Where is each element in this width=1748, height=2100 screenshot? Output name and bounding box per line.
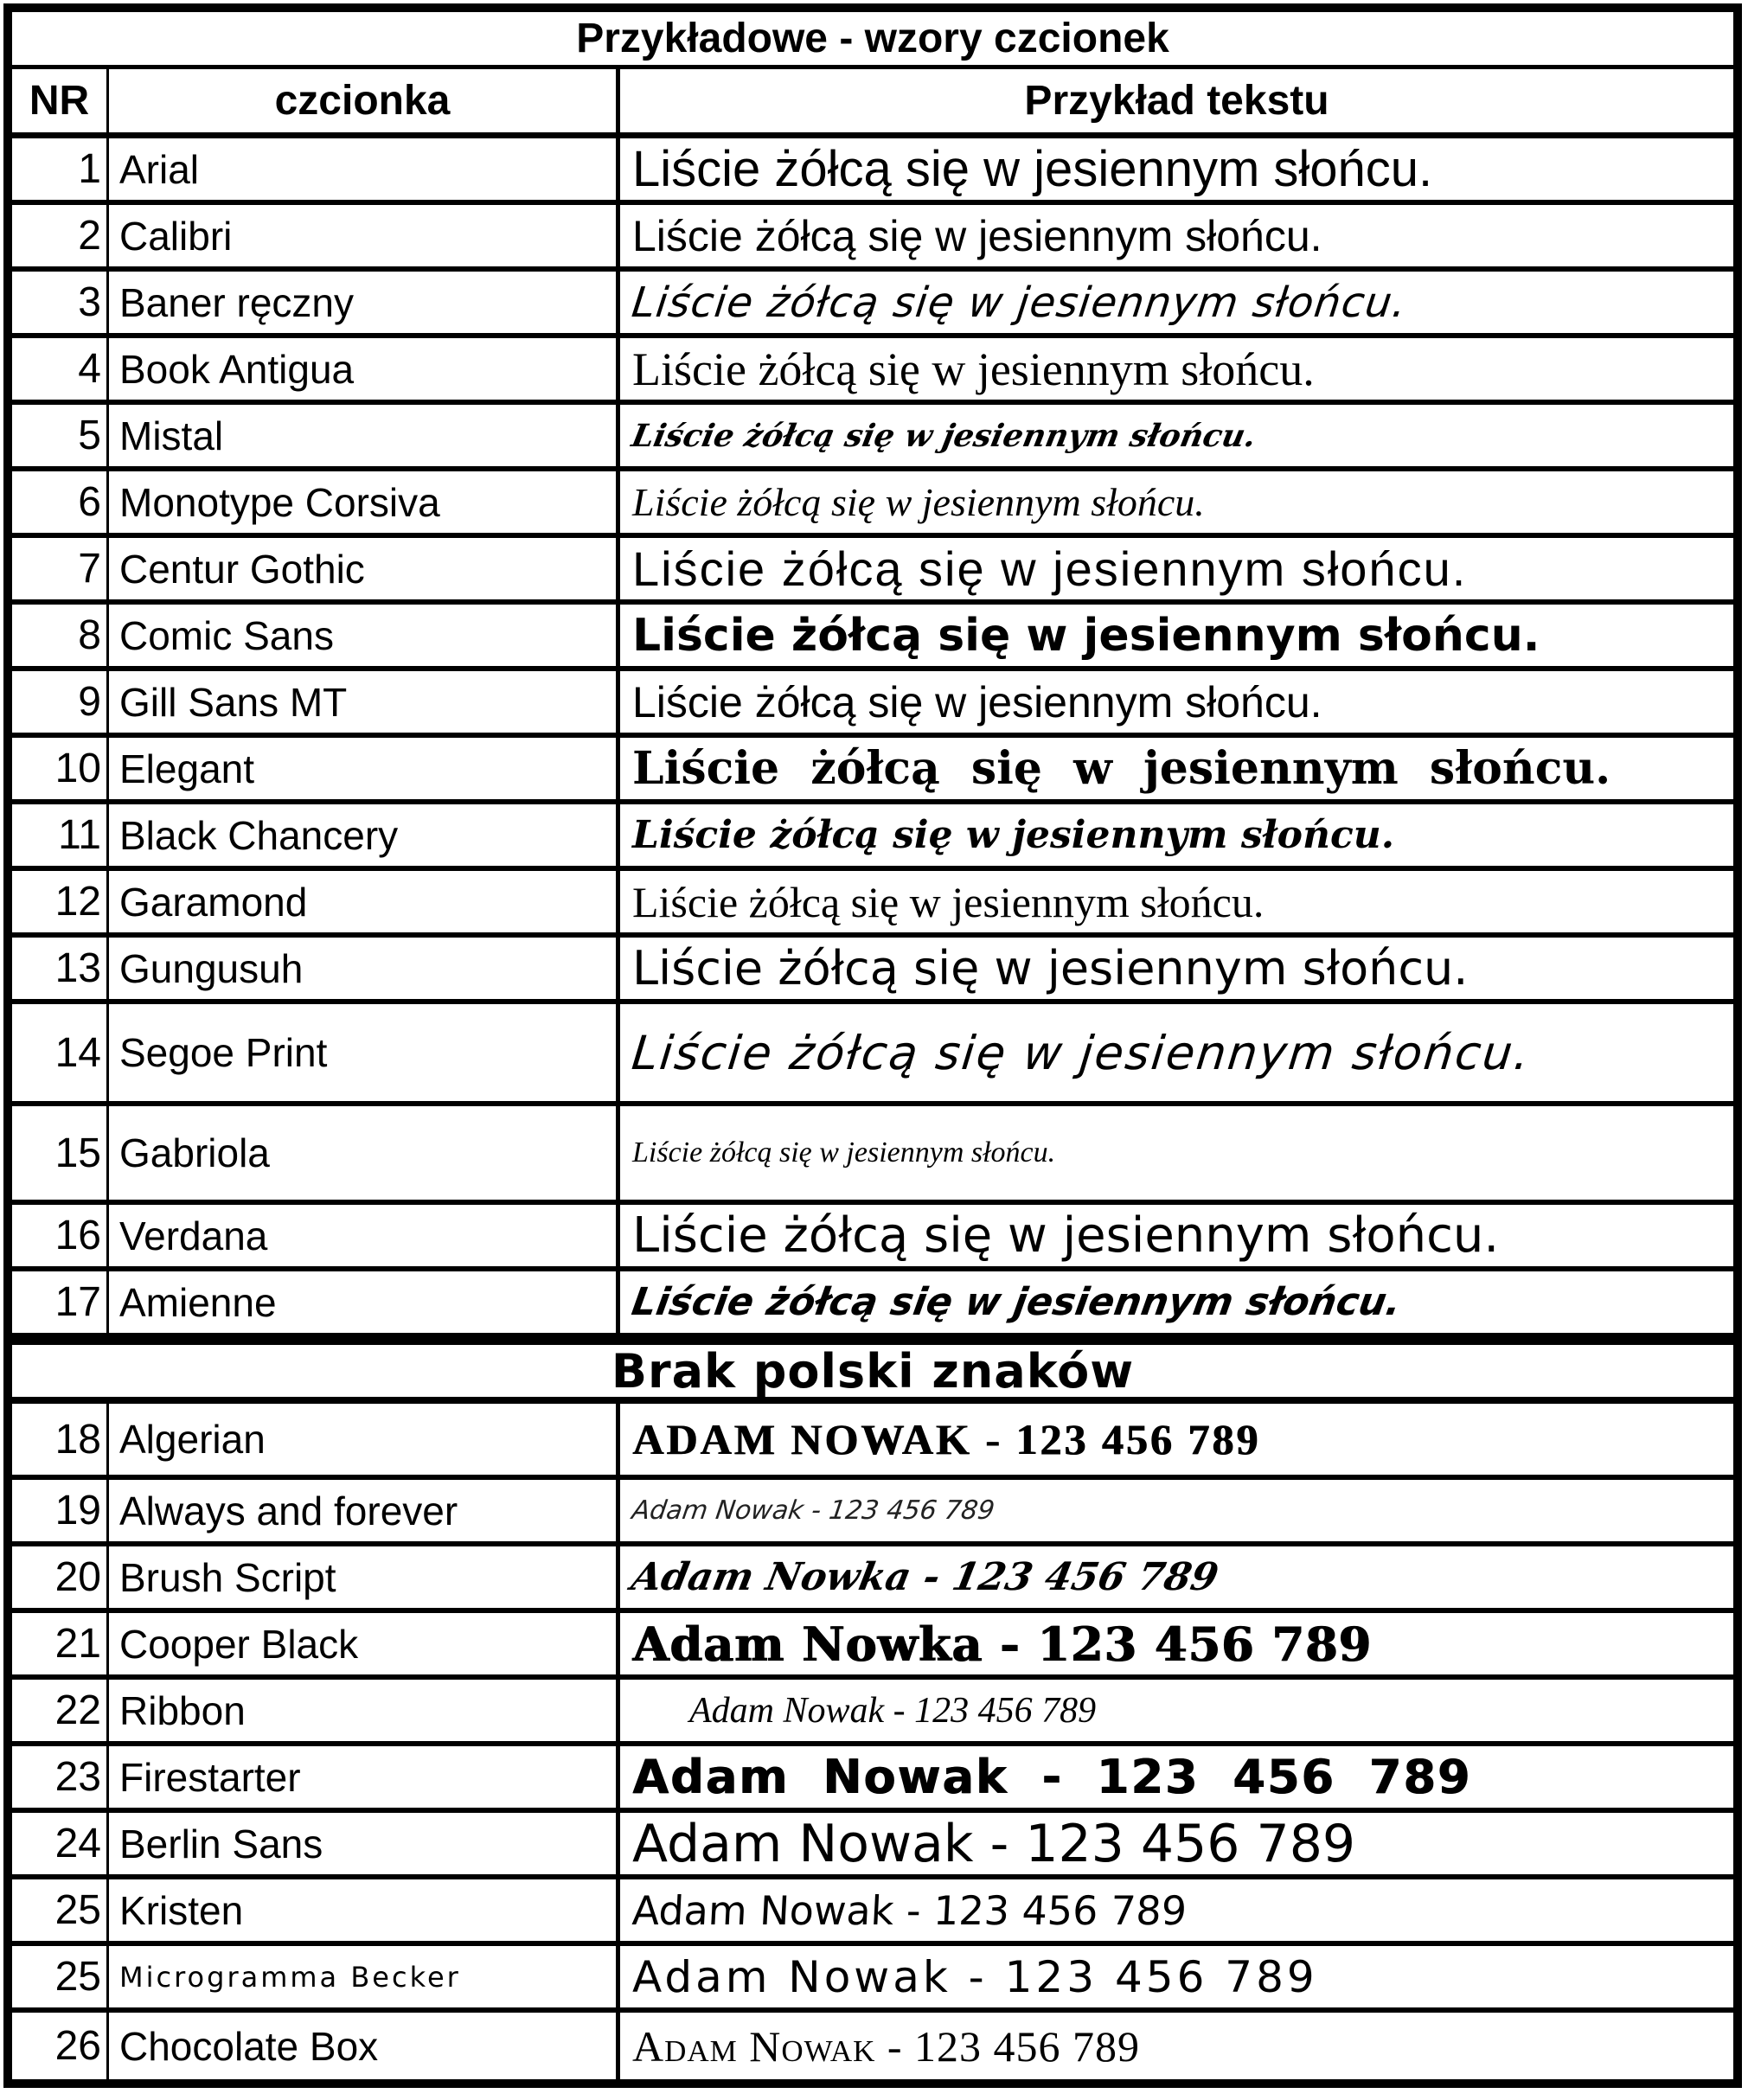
table-row xyxy=(12,471,1733,538)
row-number: 24 xyxy=(12,1813,109,1874)
font-sample: Liście żółcą się w jesiennym słońcu. xyxy=(632,343,1315,395)
font-name: Gabriola xyxy=(109,1106,620,1200)
font-name: Amienne xyxy=(109,1271,620,1333)
table-row xyxy=(12,338,1733,405)
font-sample: Liście żółcą się w jesiennym słońcu. xyxy=(628,1280,1405,1324)
font-sample: Adam Nowka - 123 456 789 xyxy=(632,1616,1372,1672)
table-row xyxy=(12,871,1733,938)
font-name: Kristen xyxy=(109,1879,620,1941)
row-number: 3 xyxy=(12,272,109,333)
font-sample: Liście żółcą się w jesiennym słońcu. xyxy=(632,541,1468,596)
font-sample: Liście żółcą się w jesiennym słońcu. xyxy=(632,1136,1056,1168)
font-name: Mistal xyxy=(109,405,620,466)
font-sample: Liście żółcą się w jesiennym słońcu. xyxy=(632,877,1265,926)
font-name: Book Antigua xyxy=(109,338,620,400)
table-row xyxy=(12,1546,1733,1613)
row-number: 6 xyxy=(12,471,109,533)
font-name: Centur Gothic xyxy=(109,538,620,599)
row-number: 18 xyxy=(12,1404,109,1475)
font-sample: Liście żółcą się w jesiennym słońcu. xyxy=(632,1207,1500,1264)
font-name: Garamond xyxy=(109,871,620,932)
row-number: 4 xyxy=(12,338,109,400)
font-sample: Adam Nowak - 123 456 789 xyxy=(630,1495,997,1526)
table-row xyxy=(12,1404,1733,1480)
font-sample: Adam Nowak - 123 456 789 xyxy=(632,1813,1356,1874)
font-name: Microgramma Becker xyxy=(109,1946,620,2007)
font-sample: Liście żółcą się w jesiennym słońcu. xyxy=(629,1025,1534,1080)
table-row xyxy=(12,1613,1733,1680)
font-name: Calibri xyxy=(109,205,620,266)
table-row xyxy=(12,2013,1733,2079)
table-row xyxy=(12,1271,1733,1338)
table-row xyxy=(12,1480,1733,1546)
row-number: 19 xyxy=(12,1480,109,1541)
row-number: 21 xyxy=(12,1613,109,1674)
row-number: 20 xyxy=(12,1546,109,1608)
font-name: Verdana xyxy=(109,1205,620,1266)
row-number: 9 xyxy=(12,671,109,733)
font-sample: Liście żółcą się w jesiennym słońcu. xyxy=(632,480,1205,524)
table-title: Przykładowe - wzory czcionek xyxy=(12,12,1733,69)
font-name: Baner ręczny xyxy=(109,272,620,333)
row-number: 12 xyxy=(12,871,109,932)
table-row xyxy=(12,1879,1733,1946)
font-sample: Liście żółcą się w jesiennym słońcu. xyxy=(632,609,1540,662)
font-sample: Adam Nowak - 123 456 789 xyxy=(632,1951,1318,2002)
table-row xyxy=(12,1106,1733,1205)
row-number: 26 xyxy=(12,2013,109,2079)
font-name: Elegant xyxy=(109,738,620,799)
font-specimen-table xyxy=(3,3,1742,2088)
row-number: 17 xyxy=(12,1271,109,1333)
table-row xyxy=(12,1813,1733,1879)
table-row xyxy=(12,1205,1733,1271)
header-font-name: czcionka xyxy=(109,69,620,132)
row-number: 7 xyxy=(12,538,109,599)
font-sample: ADAM NOWAK - 123 456 789 xyxy=(632,1415,1261,1463)
font-sample: Liście żółcą się w jesiennym słońcu. xyxy=(632,211,1322,260)
row-number: 13 xyxy=(12,938,109,999)
font-name: Arial xyxy=(109,138,620,200)
font-sample: Liście żółcą się w jesiennym słońcu. xyxy=(632,677,1322,727)
font-sample: Adam Nowak - 123 456 789 xyxy=(689,1690,1097,1731)
row-number: 2 xyxy=(12,205,109,266)
row-number: 1 xyxy=(12,138,109,200)
table-row xyxy=(12,938,1733,1004)
row-number: 10 xyxy=(12,738,109,799)
font-sample: Liście żółcą się w jesiennym słońcu. xyxy=(628,417,1259,454)
font-sample: Liście żółcą się w jesiennym słońcu. xyxy=(629,278,1410,327)
table-row xyxy=(12,738,1733,804)
table-row xyxy=(12,804,1733,871)
font-name: Chocolate Box xyxy=(109,2013,620,2079)
row-number: 5 xyxy=(12,405,109,466)
table-row xyxy=(12,538,1733,605)
font-name: Algerian xyxy=(109,1404,620,1475)
row-number: 25 xyxy=(12,1946,109,2007)
row-number: 23 xyxy=(12,1746,109,1808)
font-name: Black Chancery xyxy=(109,804,620,866)
font-name: Ribbon xyxy=(109,1680,620,1741)
font-name: Segoe Print xyxy=(109,1004,620,1101)
table-row xyxy=(12,138,1733,205)
row-number: 22 xyxy=(12,1680,109,1741)
font-name: Berlin Sans xyxy=(109,1813,620,1874)
font-sample: Adam Nowak - 123 456 789 xyxy=(632,2021,1141,2071)
font-name: Gungusuh xyxy=(109,938,620,999)
table-row xyxy=(12,272,1733,338)
font-sample: Liście żółcą się w jesiennym słońcu. xyxy=(632,141,1433,197)
table-header-row xyxy=(12,69,1733,138)
font-name: Comic Sans xyxy=(109,605,620,666)
row-number: 15 xyxy=(12,1106,109,1200)
font-sample: Liście żółcą się w jesiennym słońcu. xyxy=(632,742,1611,795)
table-row xyxy=(12,1680,1733,1746)
table-row xyxy=(12,1946,1733,2013)
row-number: 11 xyxy=(12,804,109,866)
font-name: Always and forever xyxy=(109,1480,620,1541)
table-row xyxy=(12,205,1733,272)
font-name: Monotype Corsiva xyxy=(109,471,620,533)
font-name: Gill Sans MT xyxy=(109,671,620,733)
font-sample: Adam Nowak - 123 456 789 xyxy=(632,1750,1472,1804)
table-row xyxy=(12,1004,1733,1106)
font-name: Brush Script xyxy=(109,1546,620,1608)
table-row xyxy=(12,605,1733,671)
font-sample: Adam Nowak - 123 456 789 xyxy=(631,1886,1188,1934)
header-nr: NR xyxy=(12,69,109,132)
section-header: Brak polski znaków xyxy=(12,1338,1733,1404)
font-sample: Liście żółcą się w jesiennym słońcu. xyxy=(632,941,1469,996)
table-row xyxy=(12,671,1733,738)
row-number: 25 xyxy=(12,1879,109,1941)
font-name: Cooper Black xyxy=(109,1613,620,1674)
row-number: 14 xyxy=(12,1004,109,1101)
table-row xyxy=(12,405,1733,471)
font-sample: Adam Nowka - 123 456 789 xyxy=(628,1555,1222,1599)
row-number: 16 xyxy=(12,1205,109,1266)
font-sample: Liście żółcą się w jesiennym słońcu. xyxy=(632,813,1395,857)
header-sample-text: Przykład tekstu xyxy=(1024,78,1329,124)
row-number: 8 xyxy=(12,605,109,666)
font-name: Firestarter xyxy=(109,1746,620,1808)
table-row xyxy=(12,1746,1733,1813)
